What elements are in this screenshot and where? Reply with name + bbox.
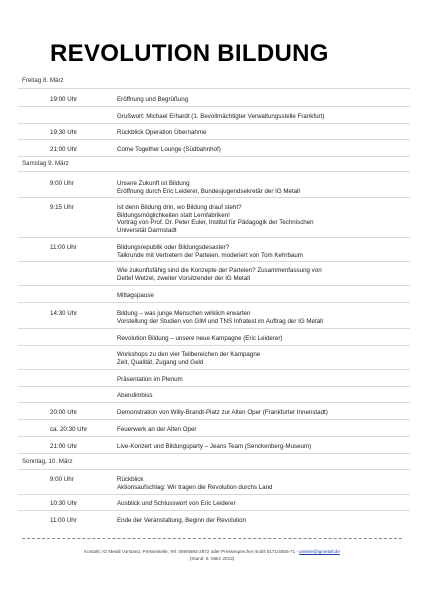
- entry-line: Grußwort: Michael Erhardt (1. Bevollmächtigter Verwaltungsstelle Frankfurt): [117, 113, 325, 120]
- schedule-entry: [117, 146, 407, 154]
- schedule-entry: [117, 426, 407, 434]
- schedule-entry: [117, 292, 407, 300]
- entry-line: Bildungsmöglichkeiten statt Lernfabriken!: [117, 211, 230, 219]
- entry-line: Demonstration von Willy-Brandt-Platz zur Alten Oper (Frankfurter Innenstadt): [117, 409, 328, 416]
- entry-line: Revolution Bildung – unsere neue Kampagne (Eric Leiderer): [117, 335, 283, 342]
- entry-line: Zeit, Qualität, Zugang und Geld: [117, 358, 204, 366]
- entry-line: Wie zukunftsfähig sind die Konzepte der Parteien? Zusammenfassung von: [117, 267, 322, 274]
- divider: [18, 261, 410, 262]
- divider: [18, 494, 410, 495]
- entry-line: Eröffnung und Begrüßung: [117, 96, 189, 103]
- entry-line: Come Together Lounge (Südbahnhof): [117, 146, 221, 153]
- entry-line: Aktionsaufschlag: Wir tragen die Revolution durchs Land: [117, 483, 273, 491]
- schedule-time: 11:00 Uhr: [50, 244, 77, 251]
- schedule-entry: [117, 443, 407, 451]
- schedule-time: 21:00 Uhr: [50, 443, 78, 450]
- day-heading-sunday: Sonntag, 10. März: [22, 458, 73, 465]
- day-heading-friday: Freitag 8. März: [22, 77, 64, 84]
- schedule-time: 9:00 Uhr: [50, 476, 74, 483]
- entry-line: Feuerwerk an der Alten Oper: [117, 426, 197, 433]
- schedule-time: 21:00 Uhr: [50, 146, 78, 153]
- schedule-entry: [117, 351, 407, 366]
- schedule-entry: [117, 204, 407, 234]
- entry-line: Workshops zu den vier Teilbereichen der Kampagne: [117, 351, 261, 358]
- schedule-time: 20:00 Uhr: [50, 409, 78, 416]
- schedule-time: 14:30 Uhr: [50, 310, 78, 317]
- schedule-entry: [117, 409, 407, 417]
- schedule-entry: [117, 476, 407, 491]
- schedule-entry: [117, 244, 407, 259]
- page-title: REVOLUTION BILDUNG: [50, 40, 329, 67]
- entry-line: Abendimbiss: [117, 392, 153, 399]
- divider: [18, 419, 410, 420]
- entry-line: Ist denn Bildung drin, wo Bildung drauf steht?: [117, 204, 242, 211]
- press-email-link[interactable]: presse@igmetall.de: [299, 549, 340, 554]
- entry-line: Vorstellung der Studien von GIM und TNS Infratest im Auftrag der IG Metall: [117, 317, 323, 325]
- divider: [18, 469, 410, 470]
- divider: [18, 237, 410, 238]
- footer-date: (Stand: 6. März 2013): [189, 556, 235, 561]
- divider: [18, 123, 410, 124]
- footer-divider: [22, 538, 402, 539]
- footer-contact-text: Kontakt: IG Metall Vorstand, Pressestelle, Tel. 069/6693-2672 oder Pressesprecher mobil 0171/4555-71 -: [84, 549, 298, 554]
- entry-line: Bildungsrepublik oder Bildungsdesaster?: [117, 244, 230, 251]
- entry-line: Vortrag von Prof. Dr. Peter Euler, Institut für Pädagogik der Technischen: [117, 219, 314, 227]
- entry-line: Mittagspause: [117, 292, 154, 299]
- divider: [18, 328, 410, 329]
- entry-line: Bildung – was junge Menschen wirklich erwarten: [117, 310, 251, 317]
- schedule-time: 9:00 Uhr: [50, 180, 74, 187]
- schedule-entry: [117, 96, 407, 104]
- schedule-time: ca. 20:30 Uhr: [50, 426, 88, 433]
- day-heading-saturday: Samstag 9. März: [22, 160, 69, 167]
- schedule-time: 19:00 Uhr: [50, 96, 78, 103]
- entry-line: Rückblick: [117, 476, 144, 483]
- entry-line: Universität Darmstadt: [117, 226, 177, 234]
- schedule-time: 9:15 Uhr: [50, 204, 74, 211]
- divider: [18, 369, 410, 370]
- schedule-time: 10:30 Uhr: [50, 500, 78, 507]
- entry-line: Talkrunde mit Vertretern der Parteien, moderiert von Tom Kehrbaum: [117, 251, 303, 259]
- entry-line: Detlef Wetzel, zweiter Vorsitzender der IG Metall: [117, 274, 250, 282]
- schedule-entry: [117, 129, 407, 137]
- entry-line: Ende der Veranstaltung, Beginn der Revolution: [117, 517, 246, 524]
- entry-line: Eröffnung durch Eric Leiderer, Bundesjugendsekretär der IG Metall: [117, 187, 300, 195]
- entry-line: Unsere Zukunft ist Bildung: [117, 180, 190, 187]
- schedule-entry: [117, 500, 407, 508]
- footer: [22, 548, 402, 562]
- divider: [18, 156, 410, 157]
- entry-line: Rückblick Operation Übernahme: [117, 129, 207, 136]
- schedule-entry: [117, 392, 407, 400]
- divider: [18, 171, 410, 172]
- schedule-entry: [117, 335, 407, 343]
- schedule-entry: [117, 113, 407, 121]
- divider: [18, 197, 410, 198]
- divider: [18, 402, 410, 403]
- schedule-entry: [117, 267, 407, 282]
- schedule-time: 19:30 Uhr: [50, 129, 78, 136]
- divider: [18, 345, 410, 346]
- schedule-entry: [117, 180, 407, 195]
- divider: [18, 436, 410, 437]
- divider: [18, 88, 410, 89]
- divider: [18, 510, 410, 511]
- divider: [18, 302, 410, 303]
- divider: [18, 285, 410, 286]
- entry-line: Ausblick und Schlusswort von Eric Leiderer: [117, 500, 236, 507]
- entry-line: Präsentation im Plenum: [117, 376, 183, 383]
- divider: [18, 139, 410, 140]
- divider: [18, 386, 410, 387]
- divider: [18, 106, 410, 107]
- schedule-time: 11:00 Uhr: [50, 517, 77, 524]
- entry-line: Live-Konzert und Bildungsparty – Jeans Team (Senckenberg-Museum): [117, 443, 312, 450]
- schedule-entry: [117, 376, 407, 384]
- schedule-entry: [117, 310, 407, 325]
- schedule-entry: [117, 517, 407, 525]
- divider: [18, 453, 410, 454]
- footer-contact: [22, 548, 402, 555]
